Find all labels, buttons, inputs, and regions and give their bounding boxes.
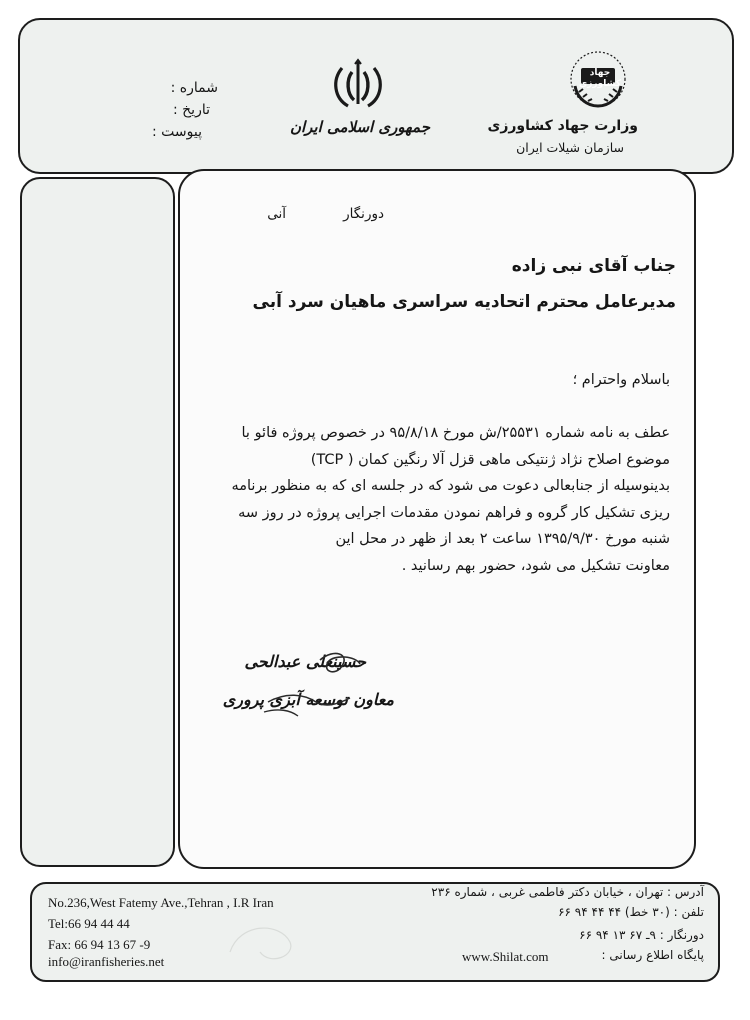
website-link[interactable]: www.Shilat.com: [462, 949, 549, 964]
logo-text: جهاد کشاورزی: [579, 68, 621, 89]
organization-name: سازمان شیلات ایران: [516, 140, 624, 155]
email-link[interactable]: info@iranfisheries.net: [48, 954, 165, 969]
dispatch-urgent: آنی: [267, 206, 286, 222]
emblem-caption: جمهوری اسلامی ایران: [289, 118, 430, 136]
body-line: شنبه مورخ ۱۳۹۵/۹/۳۰ ساعت ۲ بعد از ظهر در محل این: [335, 531, 670, 547]
date-label: تاریخ :: [172, 102, 210, 118]
body-line: موضوع اصلاح نژاد ژنتیکی ماهی قزل آلا رنگین کمان ( TCP): [310, 451, 670, 468]
salutation: باسلام واحترام ؛: [572, 372, 670, 388]
body-line: ریزی تشکیل کار گروه و فراهم نمودن مقدمات اجرایی پروژه در روز سه: [238, 504, 670, 521]
body-line: معاونت تشکیل می شود، حضور بهم رسانید .: [401, 557, 670, 574]
footer-watermark: [220, 912, 310, 972]
letter-body: [200, 420, 670, 579]
body-line: عطف به نامه شماره ۲۵۵۳۱/ش مورخ ۹۵/۸/۱۸ در خصوص پروژه فائو با: [241, 425, 670, 441]
attachment-label: پیوست :: [152, 124, 202, 140]
fax-fa: دورنگار : ۹ـ ۶۷ ۱۳ ۹۴ ۶۶: [579, 928, 704, 942]
signatory-title: معاون توسعه آبزی پروری: [222, 690, 394, 709]
dispatch-fax: دورنگار: [343, 206, 384, 222]
side-panel: [20, 177, 175, 867]
recipient-title: مدیرعامل محترم اتحادیه سراسری ماهیان سرد آبی: [252, 292, 676, 312]
tel-fa: تلفن : (۳۰ خط) ۴۴ ۴۴ ۹۴ ۶۶: [558, 905, 704, 919]
address-en: No.236,West Fatemy Ave.,Tehran , I.R Iran: [48, 895, 274, 910]
ministry-name: وزارت جهاد کشاورزی: [487, 118, 638, 134]
body-line: بدینوسیله از جنابعالی دعوت می شود که در جلسه ای که به منظور برنامه: [231, 478, 670, 494]
iran-emblem-icon: [330, 58, 386, 112]
number-label: شماره :: [170, 80, 218, 96]
recipient-name: جناب آقای نبی زاده: [511, 256, 676, 276]
signatory-name: حسینعلی عبدالحی: [244, 652, 366, 671]
website-label: پایگاه اطلاع رسانی :: [601, 948, 704, 962]
handwritten-signature: [238, 646, 388, 726]
tel-en: Tel:66 94 44 44: [48, 916, 130, 931]
fax-en: Fax: 66 94 13 67 -9: [48, 937, 151, 952]
address-fa: آدرس : تهران ، خیابان دکتر فاطمی غربی ، شماره ۲۳۶: [431, 885, 704, 899]
